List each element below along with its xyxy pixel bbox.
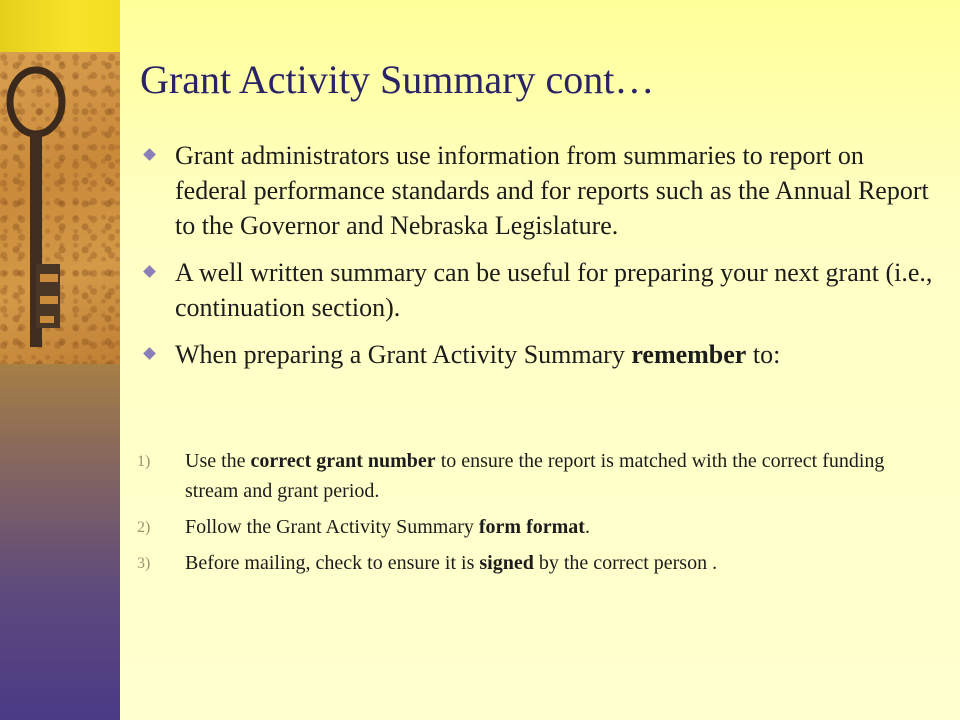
key-icon [0, 52, 120, 364]
step-text-bold: form format [478, 516, 585, 538]
numbered-item [137, 548, 937, 578]
step-text-pre: Follow the Grant Activity Summary [185, 516, 479, 538]
diamond-bullet-icon [143, 148, 156, 161]
step-text-post: . [584, 516, 590, 538]
diamond-bullet-icon [143, 347, 156, 360]
numbered-item [137, 512, 937, 542]
number-marker: 2) [137, 519, 151, 536]
bullet-text-pre: When preparing a Grant Activity Summary [175, 340, 632, 369]
bullet-list [145, 138, 935, 384]
bullet-text: A well written summary can be useful for preparing your next grant (i.e., continuation section). [175, 258, 933, 322]
bullet-item [145, 138, 935, 243]
step-text-post: to ensure the report is matched with the correct funding stream and grant period. [185, 450, 885, 502]
bullet-text: Grant administrators use information from summaries to report on federal performance standards and for reports such as the Annual Report to the Governor and Nebraska Legislature. [175, 141, 929, 240]
step-text-post: by the correct person . [533, 552, 718, 574]
numbered-list [137, 446, 937, 584]
bullet-item [145, 337, 935, 372]
slide-title: Grant Activity Summary cont… [140, 57, 655, 102]
step-text-pre: Before mailing, check to ensure it is [185, 552, 480, 574]
step-text-bold: signed [479, 552, 534, 574]
number-marker: 1) [137, 453, 151, 470]
sidebar-top-band [0, 0, 120, 52]
bullet-text-bold: remember [631, 340, 747, 369]
step-text-pre: Use the [185, 450, 251, 472]
key-photo [0, 52, 120, 364]
bullet-text-post: to: [746, 340, 781, 369]
sidebar [0, 0, 120, 720]
number-marker: 3) [137, 555, 151, 572]
bullet-item [145, 255, 935, 325]
step-text-bold: correct grant number [250, 450, 436, 472]
numbered-item [137, 446, 937, 506]
diamond-bullet-icon [143, 265, 156, 278]
